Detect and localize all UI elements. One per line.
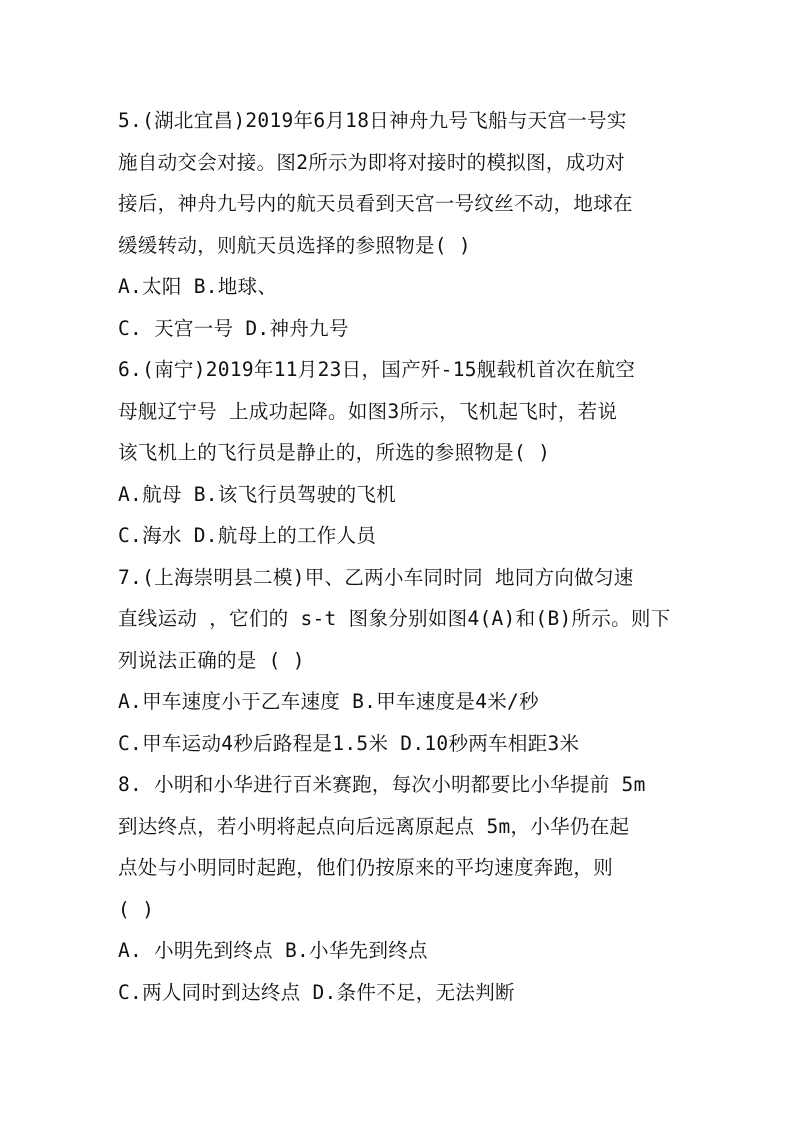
question-7-options: C.甲车运动4秒后路程是1.5米 D.10秒两车相距3米 bbox=[118, 731, 580, 755]
question-5-stem-line: 缓缓转动，则航天员选择的参照物是( ) bbox=[118, 233, 471, 257]
question-6-stem-line: 6.(南宁)2019年11月23日，国产歼-15舰载机首次在航空 bbox=[118, 358, 636, 381]
question-6-stem-line: 该飞机上的飞行员是静止的，所选的参照物是( ) bbox=[118, 441, 551, 464]
question-5 bbox=[118, 100, 678, 349]
question-5-stem-line: 5.(湖北宜昌)2019年6月18日神舟九号飞船与天宫一号实 bbox=[118, 109, 627, 132]
question-8-options: C.两人同时到达终点 D.条件不足，无法判断 bbox=[118, 980, 515, 1004]
question-5-stem-line: 施自动交会对接。图2所示为即将对接时的模拟图，成功对 bbox=[118, 150, 626, 174]
question-5-stem-line: 接后，神舟九号内的航天员看到天宫一号纹丝不动，地球在 bbox=[118, 192, 633, 215]
question-8-options: A. 小明先到终点 B.小华先到终点 bbox=[118, 939, 428, 962]
question-7-stem-line: 7.(上海崇明县二模)甲、乙两小车同时同 地同方向做匀速 bbox=[118, 565, 634, 589]
question-5-options: A.太阳 B.地球、 bbox=[118, 275, 278, 298]
question-8-stem-line: 点处与小明同时起跑，他们仍按原来的平均速度奔跑，则 bbox=[118, 856, 614, 879]
question-7-stem-line: 直线运动 ，它们的 s-t 图象分别如图4(A)和(B)所示。则下 bbox=[118, 607, 671, 630]
question-list bbox=[118, 100, 678, 1013]
question-8 bbox=[118, 764, 678, 1013]
question-8-stem-line: 8. 小明和小华进行百米赛跑，每次小明都要比小华提前 5m bbox=[118, 773, 646, 796]
question-7-options: A.甲车速度小于乙车速度 B.甲车速度是4米/秒 bbox=[118, 690, 539, 713]
question-5-options: C. 天宫一号 D.神舟九号 bbox=[118, 316, 349, 340]
question-6-stem-line: 母舰辽宁号 上成功起降。如图3所示，飞机起飞时，若说 bbox=[118, 399, 618, 423]
question-6-options: A.航母 B.该飞行员驾驶的飞机 bbox=[118, 482, 396, 506]
question-8-stem-line: 到达终点，若小明将起点向后远离原起点 5m，小华仍在起 bbox=[118, 814, 630, 838]
question-7-stem-line: 列说法正确的是 ( ) bbox=[118, 648, 305, 672]
question-8-stem-line: ( ) bbox=[118, 897, 155, 921]
question-6 bbox=[118, 349, 678, 557]
question-6-options: C.海水 D.航母上的工作人员 bbox=[118, 524, 377, 547]
question-7 bbox=[118, 557, 678, 765]
